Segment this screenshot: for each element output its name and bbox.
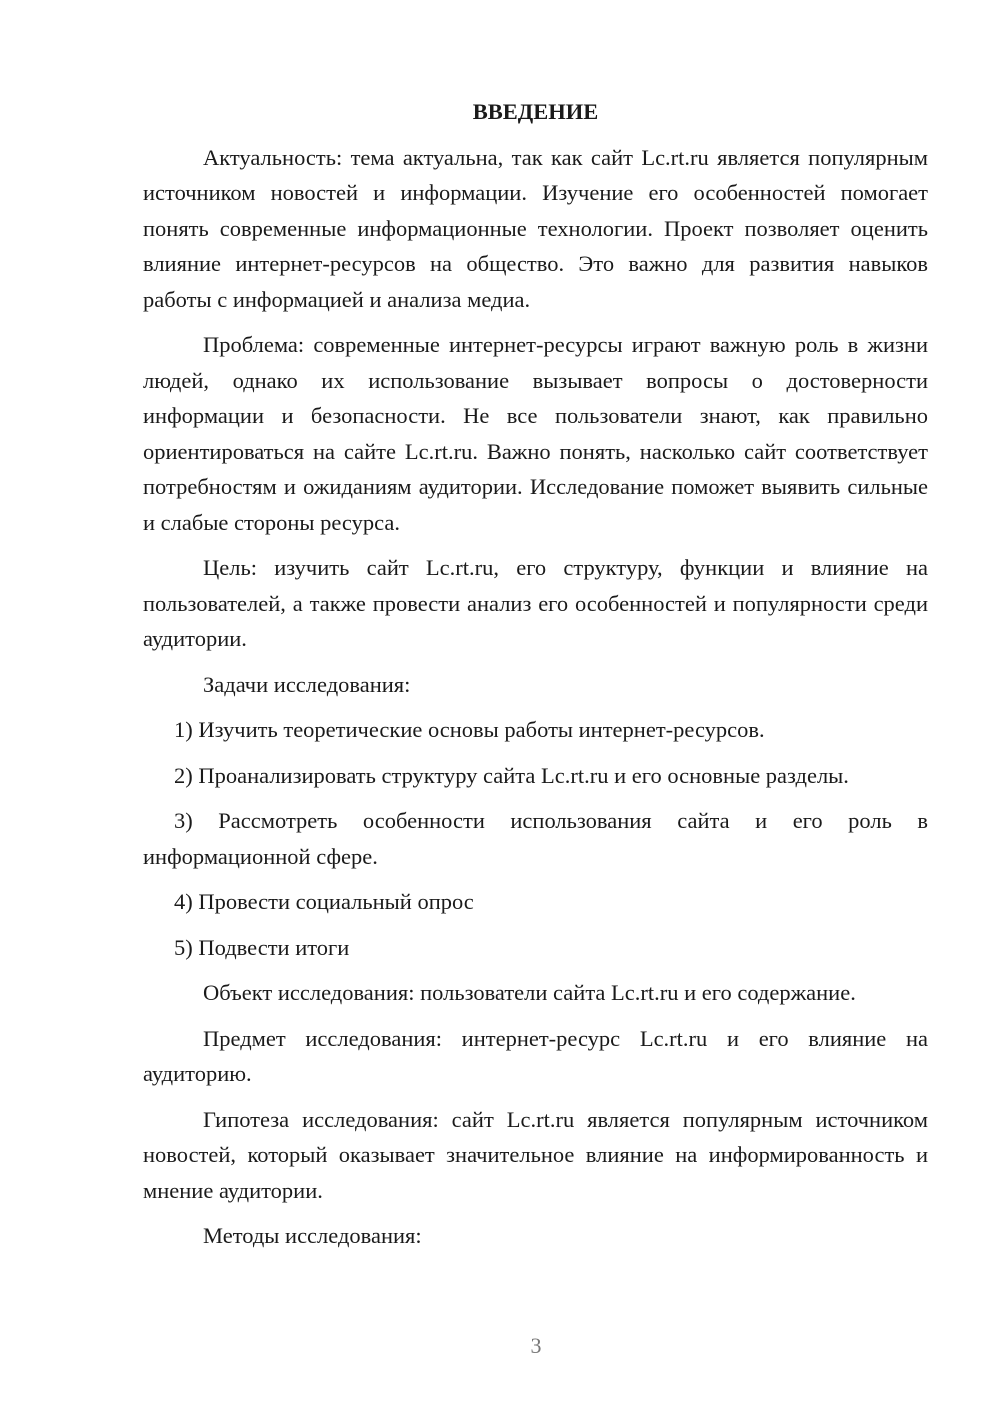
task-item-4: 4) Провести социальный опрос	[174, 889, 474, 914]
goal-paragraph: Цель: изучить сайт Lc.rt.ru, его структуру, функции и влияние на пользователей, а также провести анализ его особенностей и популярности среди аудитории.	[143, 555, 928, 651]
section-heading: ВВЕДЕНИЕ	[472, 99, 599, 124]
task-item-1: 1) Изучить теоретические основы работы интернет-ресурсов.	[174, 717, 765, 742]
tasks-title: Задачи исследования:	[203, 671, 411, 697]
methods-title: Методы исследования:	[203, 1223, 422, 1248]
hypothesis-paragraph: Гипотеза исследования: сайт Lc.rt.ru является популярным источником новостей, который оказывает значительное влияние на информированность и мнение аудитории.	[143, 1106, 928, 1203]
page-number: 3	[530, 1333, 542, 1358]
task-item-2: 2) Проанализировать структуру сайта Lc.rt.ru и его основные разделы.	[174, 762, 849, 788]
object-paragraph: Объект исследования: пользователи сайта Lc.rt.ru и его содержание.	[203, 980, 856, 1005]
page-body	[143, 94, 928, 1264]
relevance-paragraph: Актуальность: тема актуальна, так как сайт Lc.rt.ru является популярным источником новостей и информации. Изучение его особенностей помогает понять современные информационные технологии. Проект позволяет оценить влияние интернет-ресурсов на общество. Это важно для развития навыков работы с информацией и анализа медиа.	[143, 144, 928, 312]
task-item-3: 3) Рассмотреть особенности использования сайта и его роль в информационной сфере.	[143, 808, 928, 869]
problem-paragraph: Проблема: современные интернет-ресурсы играют важную роль в жизни людей, однако их использование вызывает вопросы о достоверности информации и безопасности. Не все пользователи знают, как правильно ориентироваться на сайте Lc.rt.ru. Важно понять, насколько сайт соответствует потребностям и ожиданиям аудитории. Исследование поможет выявить сильные и слабые стороны ресурса.	[143, 332, 928, 535]
task-item-5: 5) Подвести итоги	[174, 934, 350, 960]
subject-paragraph: Предмет исследования: интернет-ресурс Lc.rt.ru и его влияние на аудиторию.	[143, 1025, 928, 1086]
